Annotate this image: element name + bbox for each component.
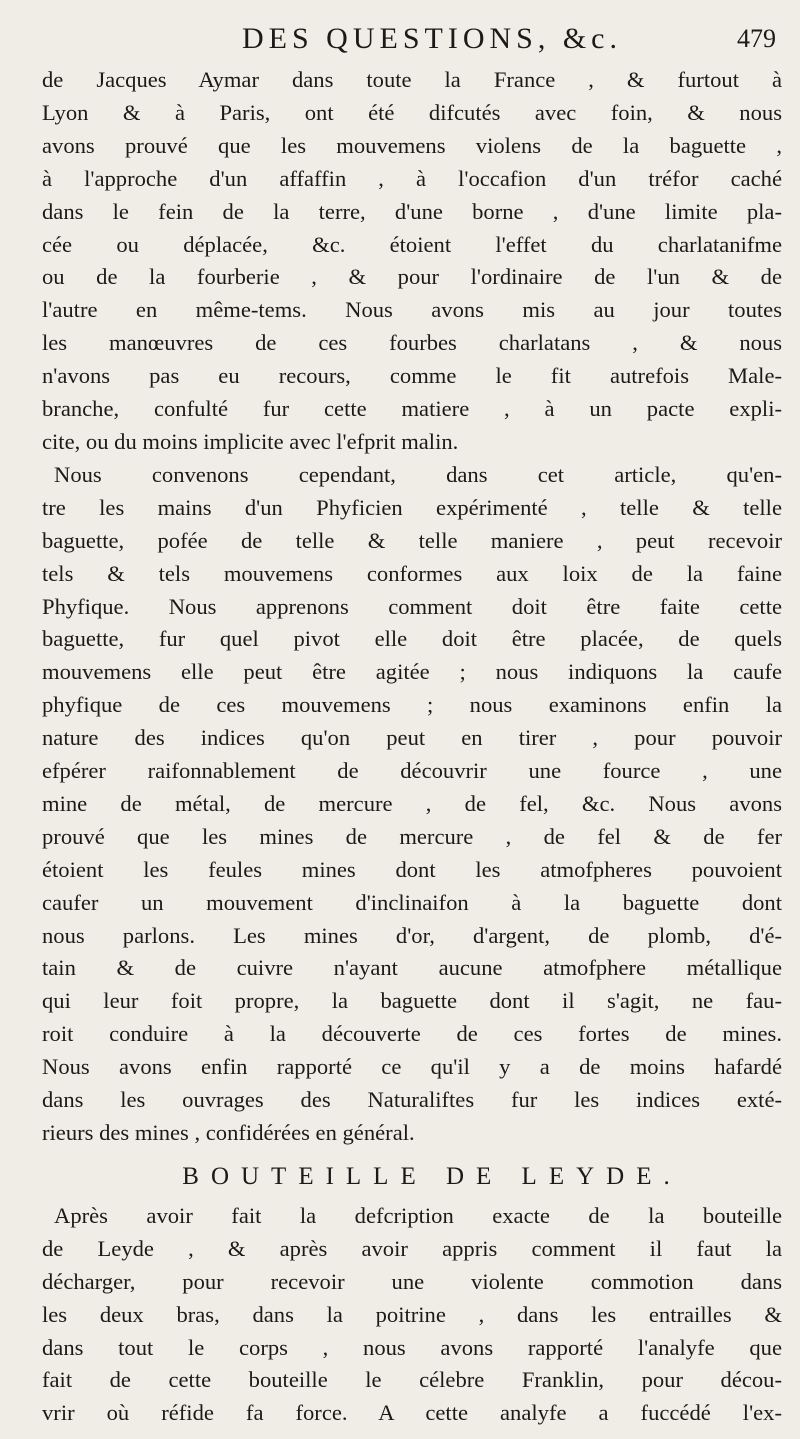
text-line: étoient les feules mines dont les atmofpheres pouvoient bbox=[42, 856, 782, 882]
text-line: ou de la fourberie , & pour l'ordinaire de l'un & de bbox=[42, 264, 782, 290]
text-line: branche, confulté fur cette matiere , à un pacte expli- bbox=[42, 396, 782, 422]
text-line: tels & tels mouvemens conformes aux loix de la faine bbox=[42, 560, 782, 586]
section-heading: BOUTEILLE DE LEYDE. bbox=[182, 1162, 682, 1190]
text-line: de Leyde , & après avoir appris comment il faut la bbox=[42, 1235, 782, 1261]
text-line: nature des indices qu'on peut en tirer , pour pouvoir bbox=[42, 725, 782, 751]
text-line: fait de cette bouteille le célebre Franklin, pour décou- bbox=[42, 1367, 782, 1393]
text-line: qui leur foit propre, la baguette dont il s'agit, ne fau- bbox=[42, 988, 782, 1014]
paragraph-block-1 bbox=[42, 64, 782, 1150]
text-line: baguette, pofée de telle & telle maniere , peut recevoir bbox=[42, 527, 782, 553]
text-line: Phyfique. Nous apprenons comment doit être faite cette bbox=[42, 593, 782, 619]
text-line: vrir où réfide fa force. A cette analyfe a fuccédé l'ex- bbox=[42, 1400, 782, 1426]
text-line: nous parlons. Les mines d'or, d'argent, de plomb, d'é- bbox=[42, 922, 782, 948]
text-line: tre les mains d'un Phyficien expérimenté , telle & telle bbox=[42, 494, 782, 520]
page-number: 479 bbox=[737, 24, 776, 53]
text-line: décharger, pour recevoir une violente commotion dans bbox=[42, 1268, 782, 1294]
text-line: l'autre en même-tems. Nous avons mis au jour toutes bbox=[42, 297, 782, 323]
text-line: cite, ou du moins implicite avec l'efprit malin. bbox=[42, 428, 459, 454]
text-line: mouvemens elle peut être agitée ; nous indiquons la caufe bbox=[42, 659, 782, 685]
text-line: avons prouvé que les mouvemens violens de la baguette , bbox=[42, 132, 782, 158]
text-line: phyfique de ces mouvemens ; nous examinons enfin la bbox=[42, 692, 782, 718]
text-line: Après avoir fait la defcription exacte de la bouteille bbox=[54, 1202, 782, 1228]
paragraph-block-2 bbox=[42, 1200, 782, 1430]
text-line: efpérer raifonnablement de découvrir une fource , une bbox=[42, 758, 782, 784]
running-head bbox=[42, 14, 782, 64]
text-line: prouvé que les mines de mercure , de fel & de fer bbox=[42, 823, 782, 849]
text-line: Nous avons enfin rapporté ce qu'il y a de moins hafardé bbox=[42, 1054, 782, 1080]
text-line: baguette, fur quel pivot elle doit être placée, de quels bbox=[42, 626, 782, 652]
text-line: les manœuvres de ces fourbes charlatans , & nous bbox=[42, 330, 782, 356]
text-line: n'avons pas eu recours, comme le fit autrefois Male- bbox=[42, 363, 782, 389]
body-text bbox=[42, 64, 782, 1430]
text-line: cée ou déplacée, &c. étoient l'effet du charlatanifme bbox=[42, 231, 782, 257]
text-line: dans tout le corps , nous avons rapporté l'analyfe que bbox=[42, 1334, 782, 1360]
text-line: tain & de cuivre n'ayant aucune atmofphere métallique bbox=[42, 955, 782, 981]
text-line: Nous convenons cependant, dans cet article, qu'en- bbox=[54, 461, 782, 487]
text-line: rieurs des mines , confidérées en général. bbox=[42, 1120, 415, 1145]
text-line: les deux bras, dans la poitrine , dans les entrailles & bbox=[42, 1301, 782, 1327]
text-line: roit conduire à la découverte de ces fortes de mines. bbox=[42, 1021, 782, 1047]
text-line: de Jacques Aymar dans toute la France , & furtout à bbox=[42, 67, 782, 92]
text-line: dans les ouvrages des Naturaliftes fur les indices exté- bbox=[42, 1087, 782, 1113]
text-line: Lyon & à Paris, ont été difcutés avec foin, & nous bbox=[42, 99, 782, 125]
text-line: caufer un mouvement d'inclinaifon à la baguette dont bbox=[42, 889, 782, 915]
text-line: dans le fein de la terre, d'une borne , d'une limite pla- bbox=[42, 198, 782, 224]
text-line: mine de métal, de mercure , de fel, &c. Nous avons bbox=[42, 790, 782, 816]
running-title: DES QUESTIONS, &c. bbox=[242, 22, 622, 55]
text-line: à l'approche d'un affaffin , à l'occafion d'un tréfor caché bbox=[42, 165, 782, 191]
